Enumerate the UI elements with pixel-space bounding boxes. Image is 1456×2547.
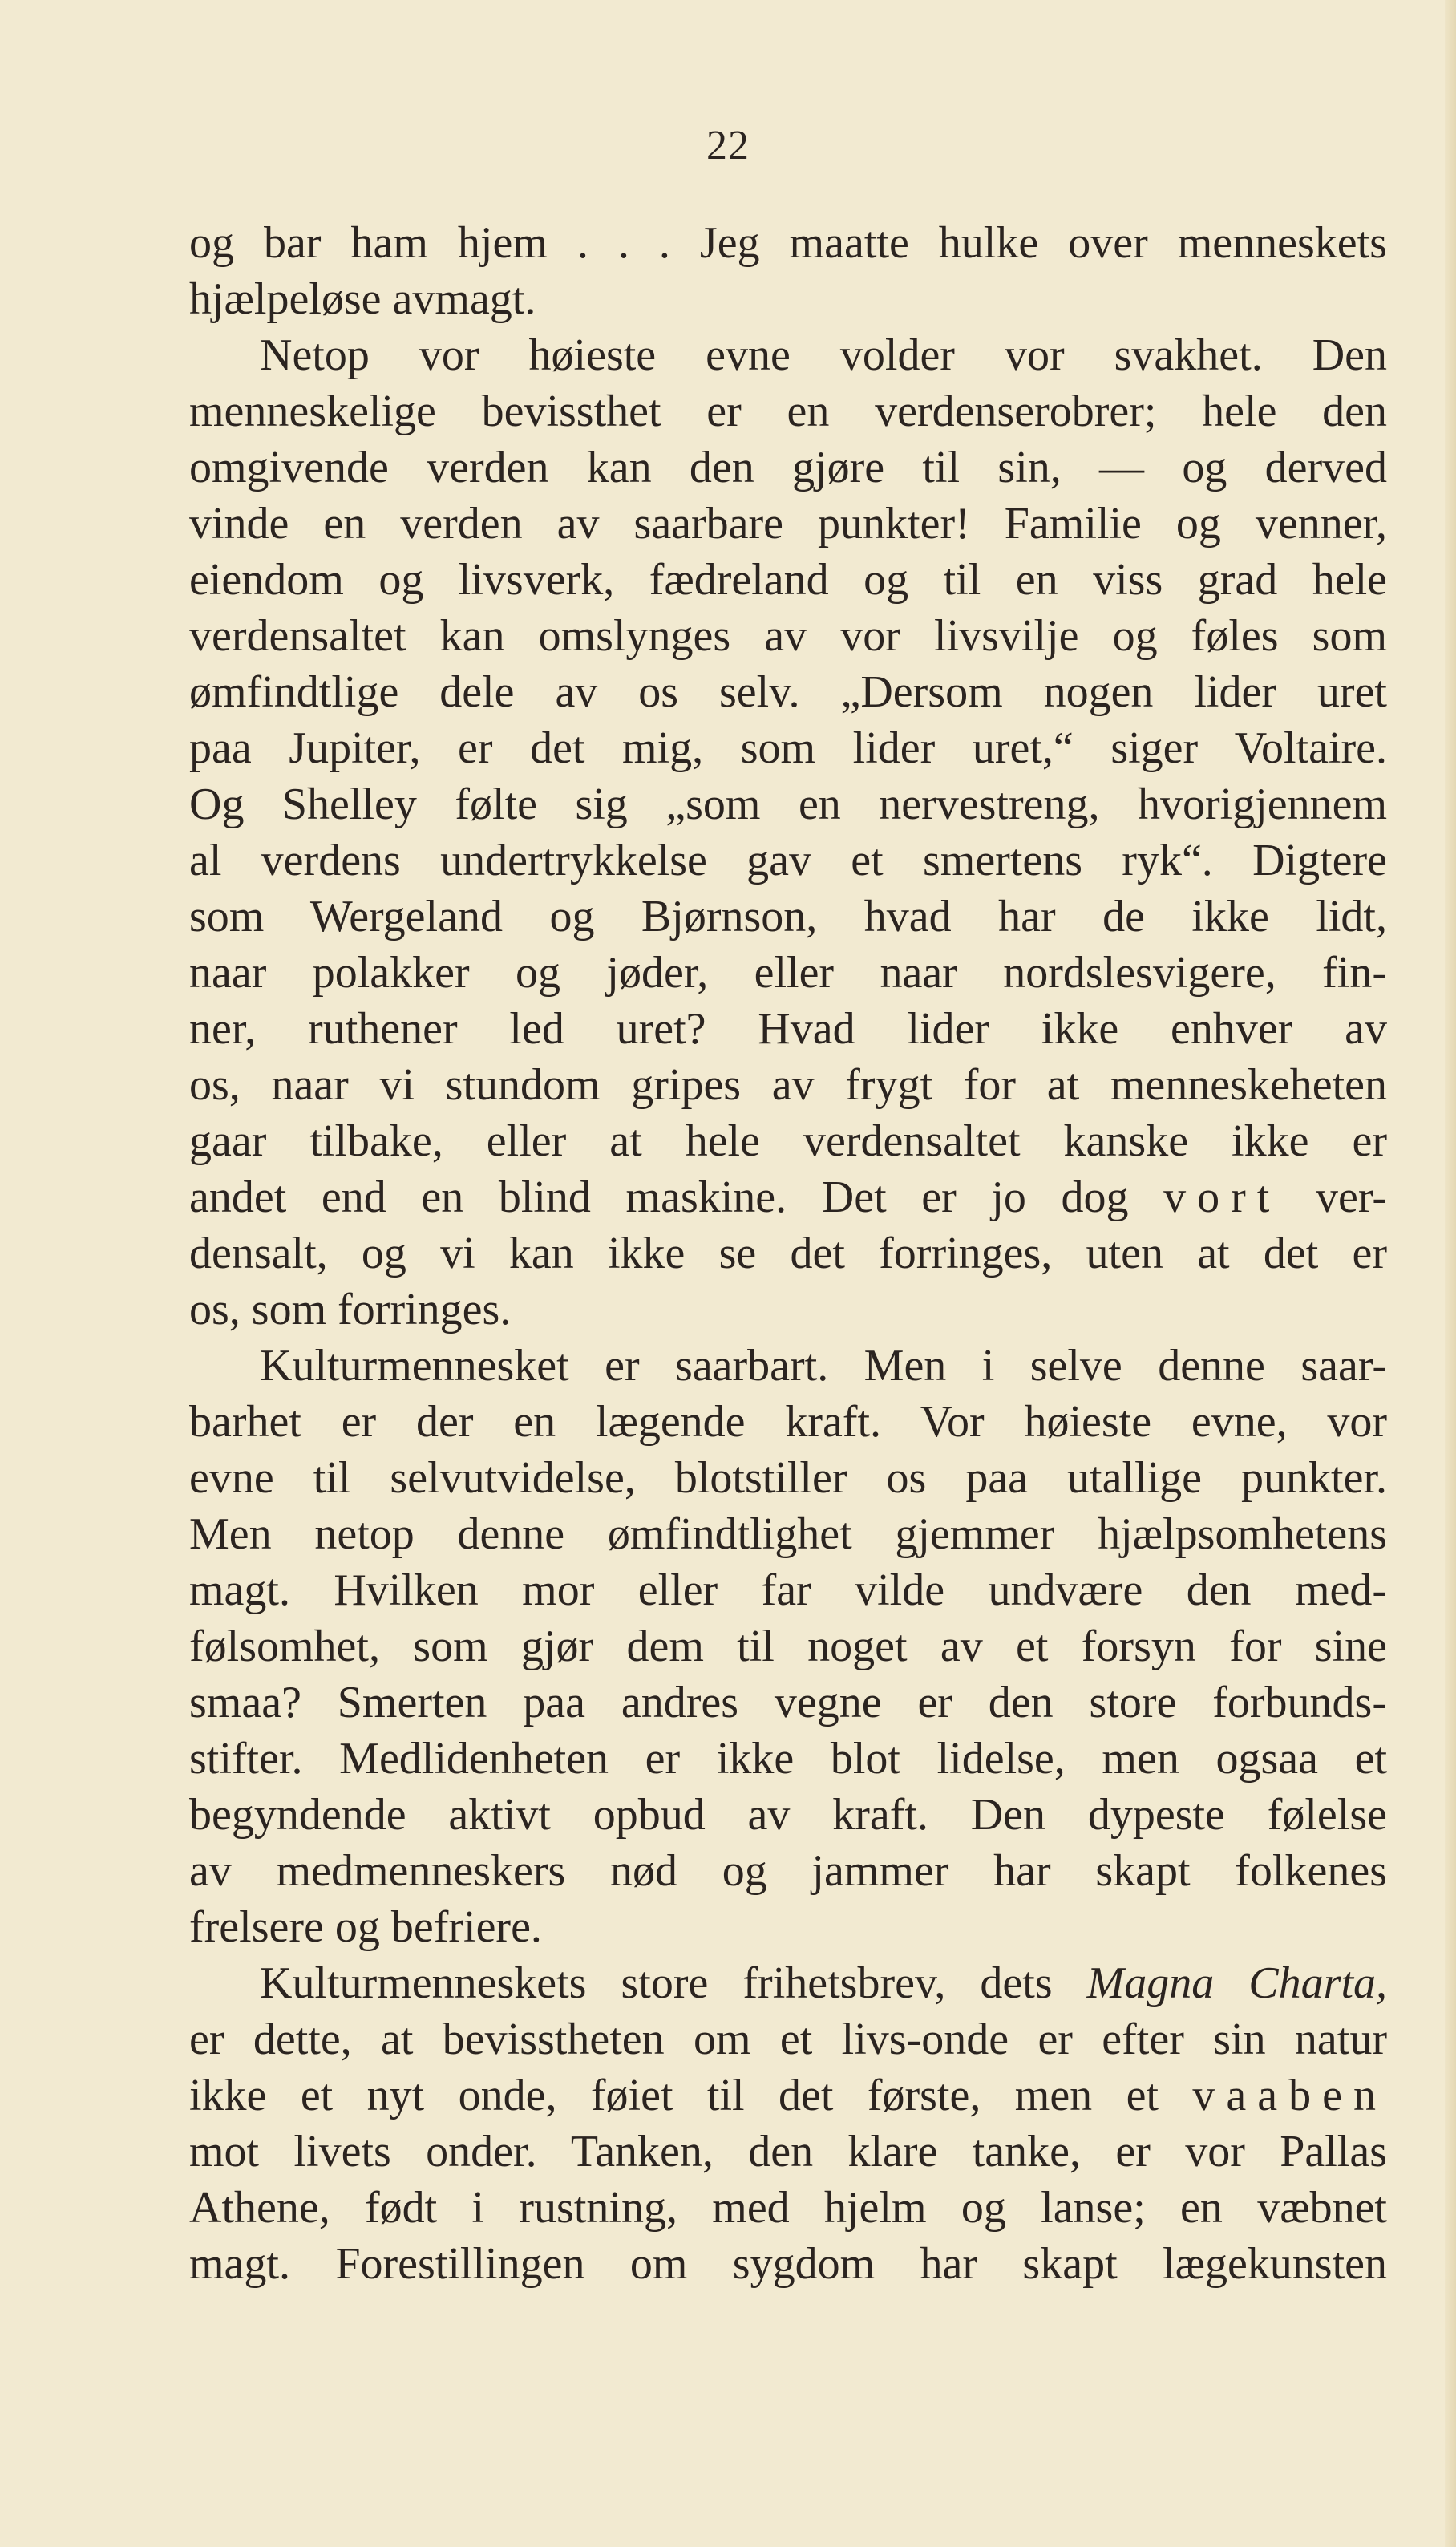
text-line xyxy=(189,1450,1387,1506)
text-line xyxy=(189,1955,1387,2011)
line-text: begyndende aktivt opbud av kraft. Den dypeste følelse xyxy=(189,1790,1387,1840)
line-text: os, som forringes. xyxy=(189,1285,512,1334)
line-text: er dette, at bevisstheten om et livs-onde er efter sin natur xyxy=(189,2015,1387,2064)
text-line xyxy=(189,1394,1387,1450)
line-text: Netop vor høieste evne volder vor svakhet. Den xyxy=(260,330,1387,380)
text-line xyxy=(189,1169,1387,1225)
line-text: ømfindtlige dele av os selv. „Dersom nogen lider uret xyxy=(189,667,1387,717)
paragraph xyxy=(189,1338,1387,1955)
text-line xyxy=(189,832,1387,889)
paragraph xyxy=(189,215,1387,327)
line-text: stifter. Medlidenheten er ikke blot lidelse, men ogsaa et xyxy=(189,1734,1387,1784)
line-text: omgivende verden kan den gjøre til sin, — og derved xyxy=(189,443,1387,492)
italic-text: Magna Charta, xyxy=(1086,1958,1388,2008)
text-line xyxy=(189,271,1387,327)
text-line xyxy=(189,1225,1387,1282)
text-line xyxy=(189,327,1387,383)
line-text: densalt, og vi kan ikke se det forringes, uten at det er xyxy=(189,1229,1387,1278)
text-line xyxy=(189,1674,1387,1731)
text-line xyxy=(189,776,1387,832)
text-line xyxy=(189,552,1387,608)
line-text: ner, ruthener led uret? Hvad lider ikke enhver av xyxy=(189,1004,1387,1054)
text-line xyxy=(189,1282,1387,1338)
text-line xyxy=(189,1057,1387,1113)
page-edge xyxy=(1445,0,1456,2547)
text-line xyxy=(189,2124,1387,2180)
line-text: naar polakker og jøder, eller naar nordslesvigere, fin- xyxy=(189,948,1387,998)
spaced-emphasis-text: vaaben xyxy=(1192,2071,1387,2120)
text-line xyxy=(189,1001,1387,1057)
text-line xyxy=(189,664,1387,720)
text-line xyxy=(189,1113,1387,1169)
text-line xyxy=(189,1338,1387,1394)
text-line xyxy=(189,945,1387,1001)
line-text: Kulturmenneskets store frihetsbrev, dets xyxy=(260,1958,1053,2008)
page-number: 22 xyxy=(706,123,750,168)
text-line xyxy=(189,2067,1387,2124)
line-text: eiendom og livsverk, fædreland og til en viss grad hele xyxy=(189,555,1387,605)
text-line xyxy=(189,2011,1387,2067)
line-text: vinde en verden av saarbare punkter! Familie og venner, xyxy=(189,499,1387,549)
line-text: og bar ham hjem . . . Jeg maatte hulke over menneskets xyxy=(189,218,1387,268)
line-text: ikke et nyt onde, føiet til det første, men et xyxy=(189,2071,1159,2120)
line-text: paa Jupiter, er det mig, som lider uret,“ siger Voltaire. xyxy=(189,723,1387,773)
line-text: som Wergeland og Bjørnson, hvad har de ikke lidt, xyxy=(189,892,1387,941)
spaced-emphasis-text: vort xyxy=(1163,1172,1281,1222)
line-text: Kulturmennesket er saarbart. Men i selve denne saar- xyxy=(260,1341,1387,1391)
text-line xyxy=(189,215,1387,271)
line-text: følsomhet, som gjør dem til noget av et forsyn for sine xyxy=(189,1622,1387,1671)
text-line xyxy=(189,1787,1387,1843)
text-line xyxy=(189,2180,1387,2236)
text-line xyxy=(189,439,1387,496)
text-line xyxy=(189,1618,1387,1674)
body-text xyxy=(189,215,1387,2292)
line-text: evne til selvutvidelse, blotstiller os paa utallige punkter. xyxy=(189,1453,1387,1503)
line-text: verdensaltet kan omslynges av vor livsvilje og føles som xyxy=(189,611,1387,661)
paragraph xyxy=(189,327,1387,1338)
line-text-after: ver- xyxy=(1316,1172,1388,1222)
text-line xyxy=(189,1562,1387,1618)
text-line xyxy=(189,1843,1387,1899)
line-text: smaa? Smerten paa andres vegne er den store forbunds- xyxy=(189,1678,1387,1727)
text-line xyxy=(189,2236,1387,2292)
line-text: magt. Hvilken mor eller far vilde undvære den med- xyxy=(189,1565,1387,1615)
line-text: av medmenneskers nød og jammer har skapt folkenes xyxy=(189,1846,1387,1896)
line-text: Men netop denne ømfindtlighet gjemmer hjælpsomhetens xyxy=(189,1509,1387,1559)
paragraph xyxy=(189,1955,1387,2292)
text-line xyxy=(189,889,1387,945)
text-line xyxy=(189,720,1387,776)
text-line xyxy=(189,1731,1387,1787)
text-line xyxy=(189,383,1387,439)
line-text: hjælpeløse avmagt. xyxy=(189,274,536,324)
line-text: Og Shelley følte sig „som en nervestreng, hvorigjennem xyxy=(189,779,1387,829)
line-text: magt. Forestillingen om sygdom har skapt lægekunsten xyxy=(189,2239,1387,2289)
text-line xyxy=(189,1899,1387,1955)
text-line xyxy=(189,608,1387,664)
line-text: al verdens undertrykkelse gav et smertens ryk“. Digtere xyxy=(189,836,1387,885)
line-text: gaar tilbake, eller at hele verdensaltet kanske ikke er xyxy=(189,1116,1387,1166)
line-text: Athene, født i rustning, med hjelm og lanse; en væbnet xyxy=(189,2183,1387,2233)
line-text: menneskelige bevissthet er en verdenserobrer; hele den xyxy=(189,387,1387,436)
line-text: os, naar vi stundom gripes av frygt for at menneskeheten xyxy=(189,1060,1387,1110)
line-text: mot livets onder. Tanken, den klare tanke, er vor Pallas xyxy=(189,2127,1387,2176)
text-line xyxy=(189,1506,1387,1562)
line-text: barhet er der en lægende kraft. Vor høieste evne, vor xyxy=(189,1397,1387,1447)
line-text: frelsere og befriere. xyxy=(189,1902,542,1952)
text-line xyxy=(189,496,1387,552)
line-text: andet end en blind maskine. Det er jo dog xyxy=(189,1172,1129,1222)
